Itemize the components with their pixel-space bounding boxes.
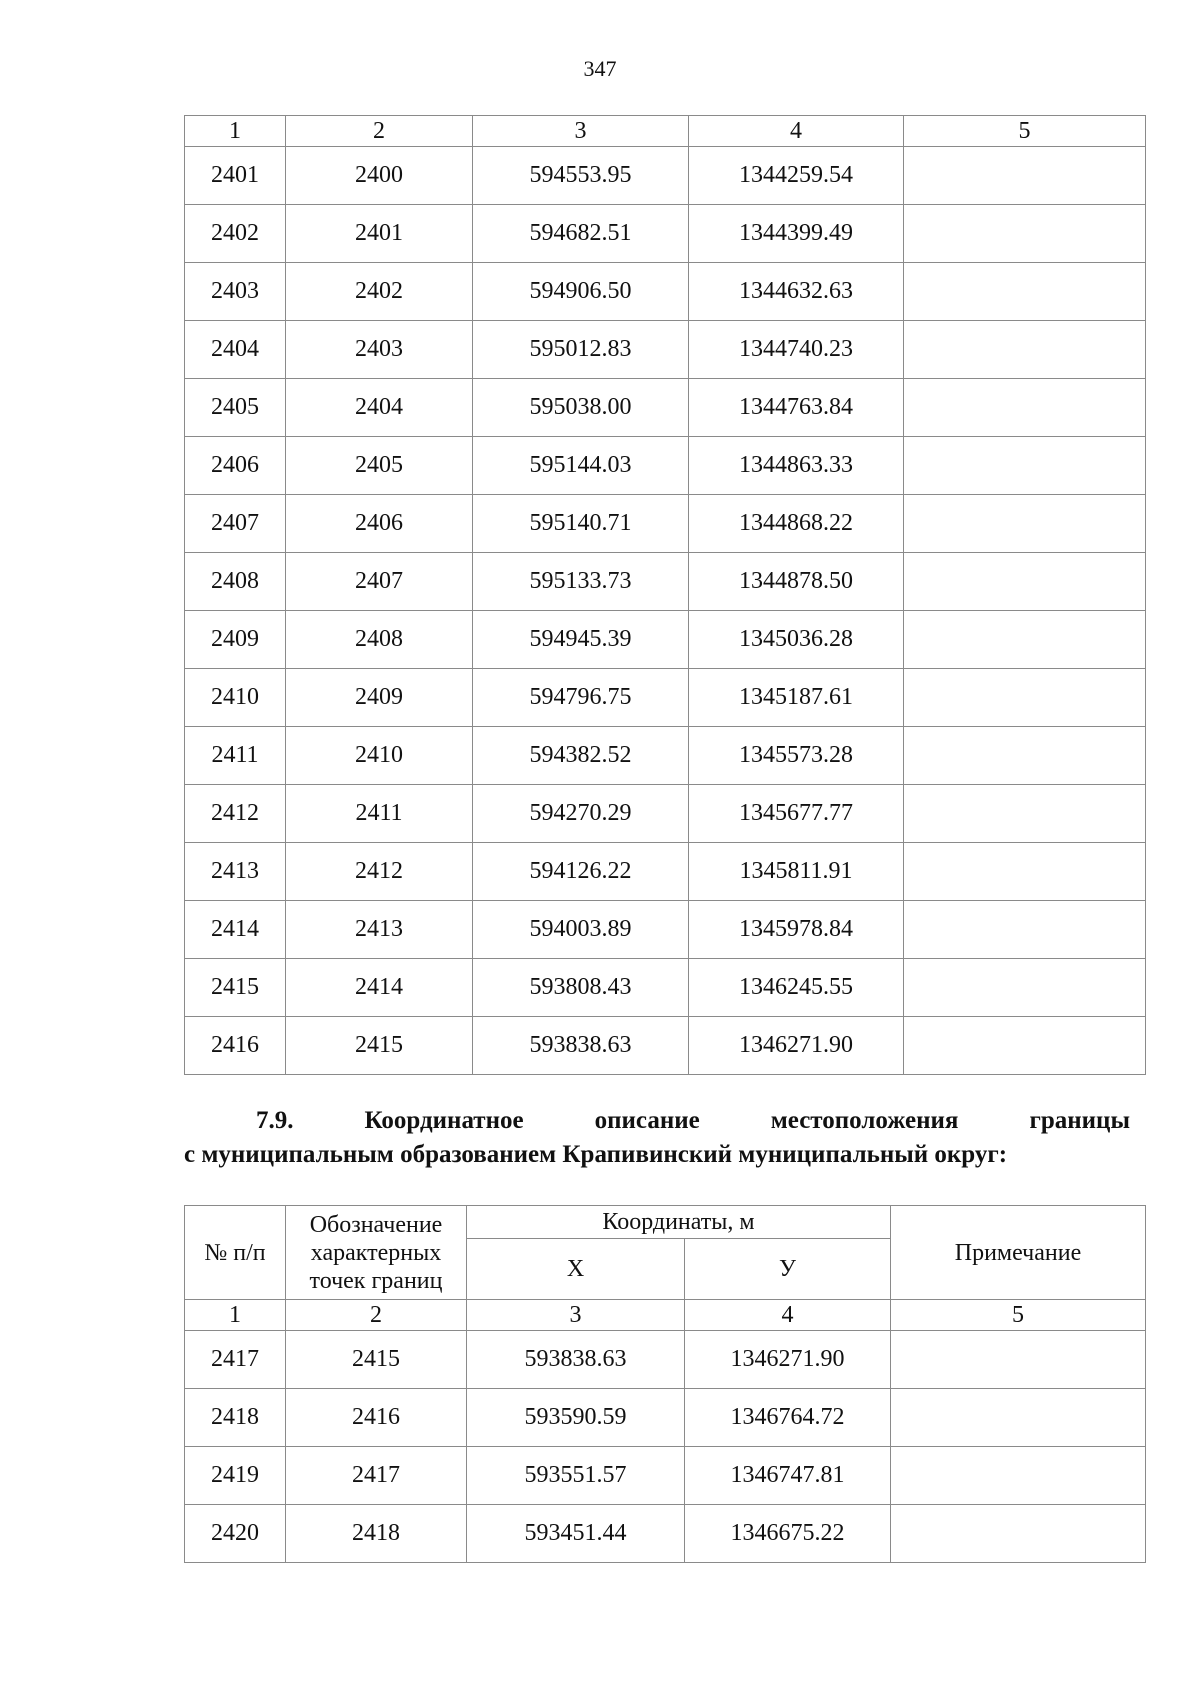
heading-word: описание <box>594 1107 700 1134</box>
table-cell: 594126.22 <box>473 843 689 901</box>
table-cell: 2403 <box>286 321 473 379</box>
table-cell: 4 <box>685 1300 891 1331</box>
table-cell: 593451.44 <box>467 1505 685 1563</box>
table-row <box>185 553 1146 611</box>
table-cell: 2405 <box>185 379 286 437</box>
table-cell <box>904 205 1146 263</box>
header-designation: Обозначение характерных точек границ <box>286 1206 467 1300</box>
table-cell <box>904 379 1146 437</box>
table-cell: 2412 <box>185 785 286 843</box>
table-cell: 1346764.72 <box>685 1389 891 1447</box>
table-cell: 2414 <box>185 901 286 959</box>
table-cell <box>904 901 1146 959</box>
table-cell <box>904 727 1146 785</box>
table-cell <box>904 959 1146 1017</box>
table-row <box>185 379 1146 437</box>
header-note: Примечание <box>891 1206 1146 1300</box>
table-cell: 1346271.90 <box>689 1017 904 1075</box>
table-row <box>185 727 1146 785</box>
table-row <box>185 321 1146 379</box>
table-row <box>185 437 1146 495</box>
table-cell: 1 <box>185 116 286 147</box>
table-cell: 594270.29 <box>473 785 689 843</box>
column-index-row <box>185 116 1146 147</box>
table-cell <box>891 1331 1146 1389</box>
table-row <box>185 205 1146 263</box>
header-coordinates: Координаты, м <box>467 1206 891 1239</box>
table-cell: 2410 <box>286 727 473 785</box>
table-cell: 594003.89 <box>473 901 689 959</box>
table-row <box>185 1447 1146 1505</box>
table-cell <box>904 611 1146 669</box>
table-cell: 1344399.49 <box>689 205 904 263</box>
header-x: X <box>467 1239 685 1300</box>
table-cell <box>891 1505 1146 1563</box>
table-cell: 2404 <box>185 321 286 379</box>
table-cell <box>891 1389 1146 1447</box>
coordinates-table-krapivinsky <box>184 1205 1146 1563</box>
table-cell <box>904 263 1146 321</box>
table-cell: 2408 <box>286 611 473 669</box>
table-cell: 593838.63 <box>467 1331 685 1389</box>
table-cell: 2412 <box>286 843 473 901</box>
table-cell: 595140.71 <box>473 495 689 553</box>
table-cell: 593808.43 <box>473 959 689 1017</box>
table-row <box>185 611 1146 669</box>
table-cell: 2 <box>286 1300 467 1331</box>
table-cell: 594796.75 <box>473 669 689 727</box>
table-cell: 1 <box>185 1300 286 1331</box>
page-number: 347 <box>583 56 617 81</box>
table-cell: 594382.52 <box>473 727 689 785</box>
table-cell <box>904 495 1146 553</box>
table-cell: 3 <box>467 1300 685 1331</box>
table-cell: 2415 <box>286 1331 467 1389</box>
table-cell: 1345677.77 <box>689 785 904 843</box>
table-row <box>185 669 1146 727</box>
table-cell <box>904 669 1146 727</box>
table-cell: 2410 <box>185 669 286 727</box>
table-cell: 4 <box>689 116 904 147</box>
table-cell: 1344763.84 <box>689 379 904 437</box>
table-cell: 594682.51 <box>473 205 689 263</box>
table-cell: 2400 <box>286 147 473 205</box>
header-y: У <box>685 1239 891 1300</box>
table-cell <box>904 553 1146 611</box>
table-cell: 593590.59 <box>467 1389 685 1447</box>
table-cell: 2406 <box>185 437 286 495</box>
table-cell: 1344878.50 <box>689 553 904 611</box>
table-row <box>185 1505 1146 1563</box>
table-cell: 1344868.22 <box>689 495 904 553</box>
table-cell: 595012.83 <box>473 321 689 379</box>
table-row <box>185 1331 1146 1389</box>
table-cell: 595133.73 <box>473 553 689 611</box>
table-cell: 595144.03 <box>473 437 689 495</box>
column-index-row <box>185 1300 1146 1331</box>
heading-word: Координатное <box>364 1107 524 1134</box>
table-cell: 2417 <box>286 1447 467 1505</box>
table-cell: 2409 <box>185 611 286 669</box>
table-cell <box>904 321 1146 379</box>
table-cell: 1346271.90 <box>685 1331 891 1389</box>
table-row <box>185 1389 1146 1447</box>
table-cell: 1345573.28 <box>689 727 904 785</box>
heading-line-2: с муниципальным образованием Крапивинский муниципальный округ: <box>184 1141 1008 1168</box>
table-cell: 2418 <box>185 1389 286 1447</box>
header-num: № п/п <box>185 1206 286 1300</box>
table-cell: 2401 <box>286 205 473 263</box>
table-cell: 1345187.61 <box>689 669 904 727</box>
table-cell: 1345978.84 <box>689 901 904 959</box>
table-row <box>185 959 1146 1017</box>
table-cell: 2411 <box>185 727 286 785</box>
table-cell <box>904 437 1146 495</box>
table-cell: 593551.57 <box>467 1447 685 1505</box>
table-cell: 5 <box>891 1300 1146 1331</box>
table-row <box>185 901 1146 959</box>
table-cell: 2420 <box>185 1505 286 1563</box>
table-cell: 2401 <box>185 147 286 205</box>
table-cell: 2418 <box>286 1505 467 1563</box>
table-cell: 2411 <box>286 785 473 843</box>
table-cell: 2 <box>286 116 473 147</box>
table-cell: 594906.50 <box>473 263 689 321</box>
coordinates-table-continued <box>184 115 1146 1075</box>
table-cell: 2406 <box>286 495 473 553</box>
table-cell: 2409 <box>286 669 473 727</box>
table-cell: 2407 <box>185 495 286 553</box>
table-cell: 1346675.22 <box>685 1505 891 1563</box>
table-cell <box>904 843 1146 901</box>
table-cell <box>904 1017 1146 1075</box>
table-row <box>185 147 1146 205</box>
table-cell: 1345811.91 <box>689 843 904 901</box>
table-row <box>185 1017 1146 1075</box>
table-cell: 1346747.81 <box>685 1447 891 1505</box>
table-cell: 1344632.63 <box>689 263 904 321</box>
table-row <box>185 843 1146 901</box>
table-cell: 1344863.33 <box>689 437 904 495</box>
table-cell: 2405 <box>286 437 473 495</box>
table-row <box>185 263 1146 321</box>
heading-word: местоположения <box>770 1107 959 1134</box>
table-row <box>185 785 1146 843</box>
table-cell: 2419 <box>185 1447 286 1505</box>
table-cell: 5 <box>904 116 1146 147</box>
table-cell: 2413 <box>286 901 473 959</box>
table-cell: 2408 <box>185 553 286 611</box>
table-cell <box>904 147 1146 205</box>
table-cell: 2402 <box>286 263 473 321</box>
section-number: 7.9. <box>256 1107 294 1134</box>
table-cell <box>891 1447 1146 1505</box>
table-cell: 2404 <box>286 379 473 437</box>
table-cell: 595038.00 <box>473 379 689 437</box>
table-row <box>185 495 1146 553</box>
table-cell: 2415 <box>286 1017 473 1075</box>
table-cell: 1344740.23 <box>689 321 904 379</box>
table-cell <box>904 785 1146 843</box>
table-cell: 2414 <box>286 959 473 1017</box>
table-cell: 2416 <box>286 1389 467 1447</box>
table-cell: 1344259.54 <box>689 147 904 205</box>
table-cell: 594945.39 <box>473 611 689 669</box>
table-header-row <box>185 1206 1146 1239</box>
table-cell: 1346245.55 <box>689 959 904 1017</box>
table-cell: 594553.95 <box>473 147 689 205</box>
heading-word: границы <box>1029 1107 1130 1134</box>
table-cell: 3 <box>473 116 689 147</box>
table-cell: 2403 <box>185 263 286 321</box>
section-heading <box>184 1104 1130 1172</box>
table-cell: 2416 <box>185 1017 286 1075</box>
table-cell: 2402 <box>185 205 286 263</box>
table-cell: 2415 <box>185 959 286 1017</box>
table-cell: 2417 <box>185 1331 286 1389</box>
table-cell: 2413 <box>185 843 286 901</box>
table-cell: 1345036.28 <box>689 611 904 669</box>
table-cell: 593838.63 <box>473 1017 689 1075</box>
table-cell: 2407 <box>286 553 473 611</box>
